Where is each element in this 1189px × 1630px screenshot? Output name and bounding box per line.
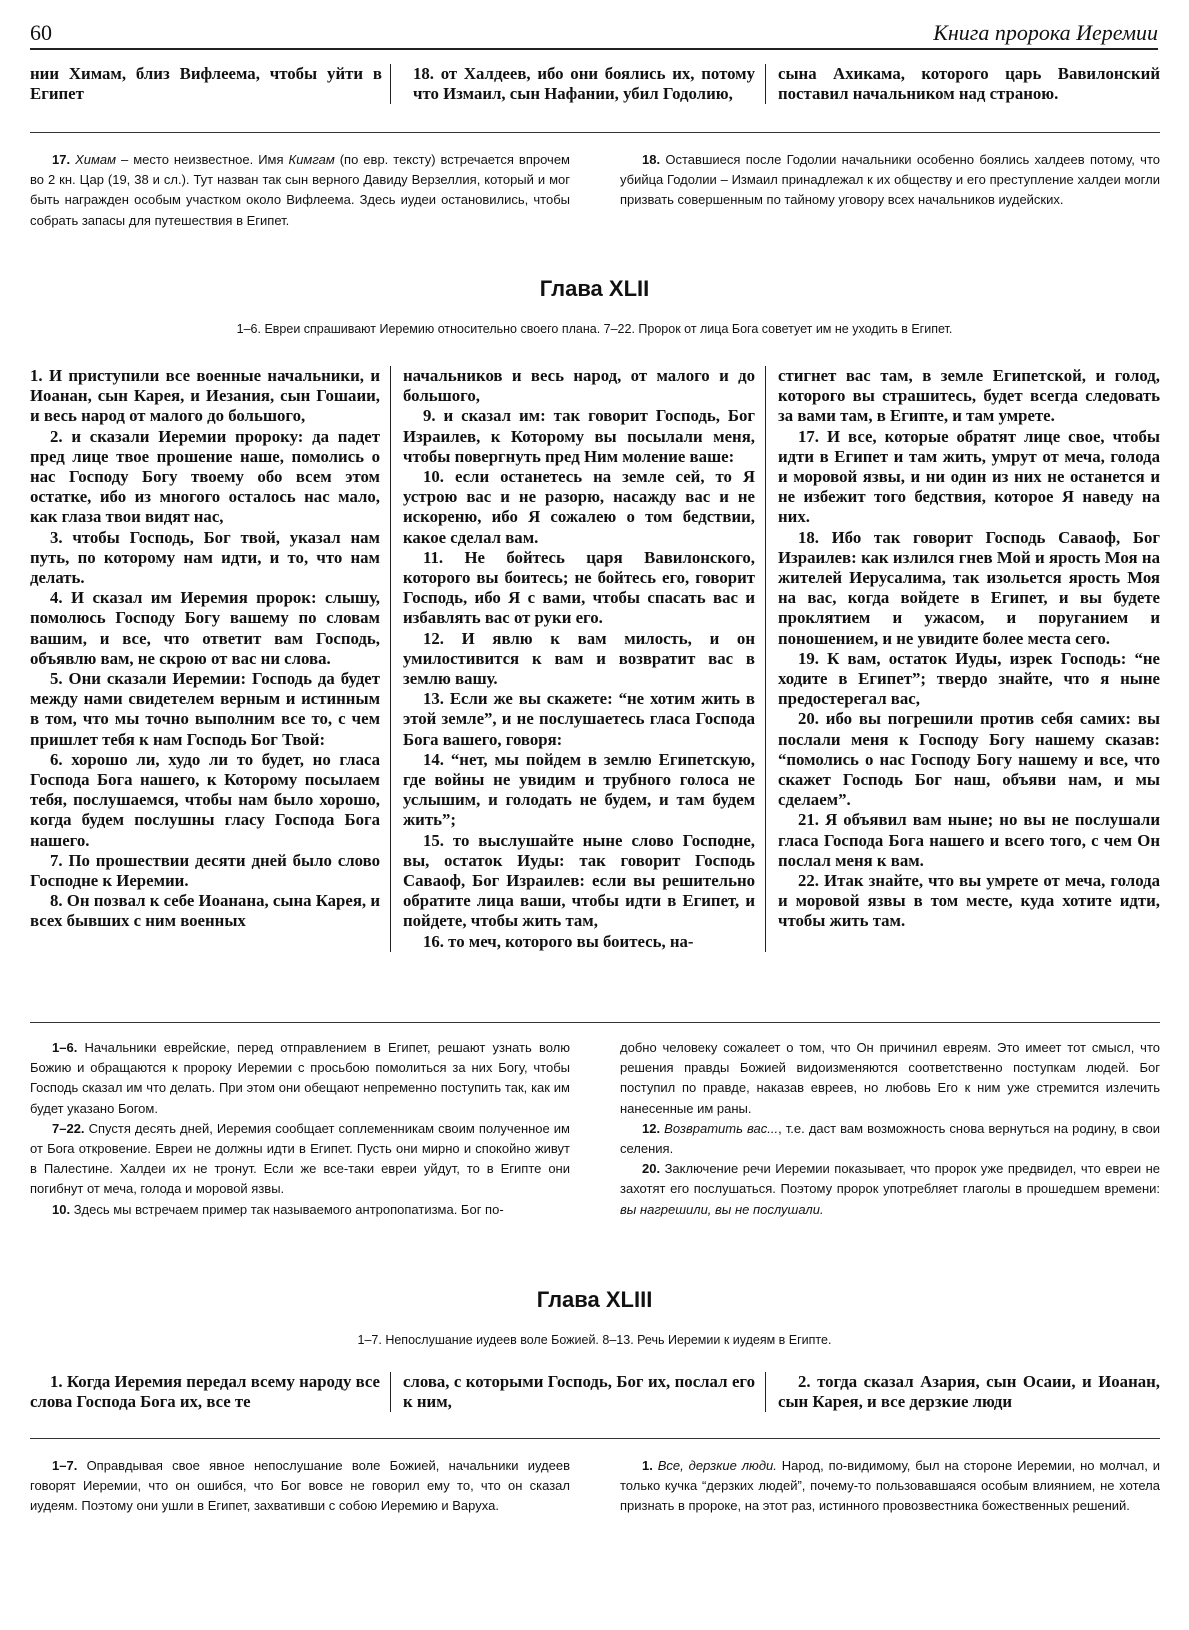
chapter-42-verses [30, 366, 1160, 952]
note-1-6: 1–6. Начальники еврейские, перед отправлением в Египет, решают узнать волю Божию и обращаются к пророку Иеремии с просьбою помолиться за них Богу, чтобы Господь сказал им что делать. При этом они обещают непременно поступить так, как им будет указано Богом. [30, 1040, 570, 1116]
verse: 21. Я объявил вам ныне; но вы не послушали гласа Господа Бога нашего и всего того, с чем Он послал меня к вам. [778, 810, 1160, 870]
note-18: 18. Оставшиеся после Годолии начальники особенно боялись халдеев потому, что убийца Годолии – Измаил принадлежал к их обществу и его преступление халдеи могли призвать совершенным по тайному уговору всех начальников иудейских. [620, 152, 1160, 208]
chapter-42-commentary [30, 1038, 1160, 1220]
verse: 16. то меч, которого вы боитесь, на- [423, 931, 694, 951]
note-12: 12. Возвратить вас..., т.е. даст вам возможность снова вернуться на родину, в свои селения. [620, 1120, 1160, 1157]
verse-continuation: нии Химам, близ Вифлеема, чтобы уйти в Египет [30, 64, 382, 104]
note-17: 17. Химам – место неизвестное. Имя Кимгам (по евр. тексту) встречается впрочем во 2 кн. Цар (19, 38 и сл.). Тут назван так сын верного Давиду Верзеллия, который и мог быть награжден особым участком около Вифлеема. Здесь иудеи остановились, чтобы собрать запасы для путешествия в Египет. [30, 152, 570, 228]
running-title: Книга пророка Иеремии [933, 20, 1158, 45]
verse: 2. тогда сказал Азария, сын Осаии, и Иоанан, сын Карея, и все дерзкие люди [778, 1372, 1160, 1412]
chapter-summary: 1–6. Евреи спрашивают Иеремию относительно своего плана. 7–22. Пророк от лица Бога советует им не уходить в Египет. [236, 322, 953, 336]
verse: 1. Когда Иеремия передал всему народу все слова Господа Бога их, все те [30, 1372, 380, 1412]
chapter-43-commentary [30, 1456, 1160, 1517]
verse: 22. Итак знайте, что вы умрете от меча, голода и моровой язвы в том месте, куда хотите идти, чтобы жить там. [778, 871, 1160, 931]
verse: начальников и весь народ, от малого и до большого, [403, 366, 755, 406]
chapter-title: Глава XLIII [536, 1287, 653, 1312]
verse: 8. Он позвал к себе Иоанана, сына Карея, и всех бывших с ним военных [30, 891, 380, 931]
verse: 2. и сказали Иеремии пророку: да падет пред лице твое прошение наше, помолись о нас Господу Богу твоему обо всем этом остатке, ибо из многого осталось нас мало, как глаза твои видят нас, [30, 426, 380, 527]
chapter-43-verses [30, 1372, 1160, 1412]
verse: 1. И приступили все военные начальники, и Иоанан, сын Карея, и Иезания, сын Гошаии, и весь народ от малого до большого, [30, 366, 380, 426]
divider [30, 1438, 1160, 1439]
note-10: 10. Здесь мы встречаем пример так называемого антропопатизма. Бог по- [52, 1201, 504, 1217]
note-20: 20. Заключение речи Иеремии показывает, что пророк уже предвидел, что евреи не захотят его послушаться. Поэтому пророк употребляет глаголы в прошедшем времени: вы нагрешили, вы не послушали. [620, 1161, 1160, 1217]
verse: 18. Ибо так говорит Господь Саваоф, Бог Израилев: как излился гнев Мой и ярость Моя на жителей Иерусалима, так изольется ярость Моя на вас, когда войдете в Египет, и вы будете проклятием и ужасом, и поруганием и поношением, и не увидите более места сего. [778, 527, 1160, 648]
note-7-22: 7–22. Спустя десять дней, Иеремия сообщает соплеменникам своим полученное им от Бога откровение. Евреи не должны идти в Египет. Пусть они мирно и спокойно живут в Палестине. Халдеи их не тронут. Если же все-таки евреи уйдут, то в Египте они погибнут от меча, голода и моровой язвы. [30, 1120, 570, 1197]
verse: стигнет вас там, в земле Египетской, и голод, которого вы страшитесь, будет всегда следовать за вами там, в Египте, и там умрете. [778, 366, 1160, 426]
verse-18: 18. от Халдеев, ибо они боялись их, потому что Измаил, сын Нафании, убил Годолию, [413, 64, 755, 104]
verse: 13. Если же вы скажете: “не хотим жить в этой земле”, и не послушаетесь гласа Господа Бога вашего, говоря: [403, 689, 755, 749]
verse: 14. “нет, мы пойдем в землю Египетскую, где войны не увидим и трубного голоса не услышим, и голодать не будем, и там будем жить”; [403, 749, 755, 830]
verse: слова, с которыми Господь, Бог их, послал его к ним, [403, 1372, 755, 1412]
verse: 7. По прошествии десяти дней было слово Господне к Иеремии. [30, 850, 380, 891]
verse: 6. хорошо ли, худо ли то будет, но гласа Господа Бога нашего, к Которому посылаем тебя, послушаемся, чтобы нам было хорошо, когда будем послушны гласу Господа Бога нашего. [30, 749, 380, 850]
top-commentary [30, 150, 1160, 231]
note-10-continued: добно человеку сожалеет о том, что Он причинил евреям. Это имеет тот смысл, что решения правды Божией видоизменяются соответственно поступкам людей. Бог поступил по правде, наказав евреев, но любовь Его к ним уже стремится излечить нанесенные им раны. [620, 1040, 1160, 1116]
page-header [30, 14, 1158, 50]
verse: 17. И все, которые обратят лице свое, чтобы идти в Египет и там жить, умрут от меча, голода и моровой язвы, и ни один из них не останется и не избежит того бедствия, которое Я наведу на них. [778, 426, 1160, 527]
chapter-summary: 1–7. Непослушание иудеев воле Божией. 8–13. Речь Иеремии к иудеям в Египте. [357, 1333, 832, 1347]
divider [30, 132, 1160, 133]
note-1-7: 1–7. Оправдывая свое явное непослушание воле Божией, начальники иудеев говорят Иеремии, что он ошибся, что Бог вовсе не говорил ему то, что он сказал иудеям. Поэтому они ушли в Египет, захвативши с собою Иеремию и Варуха. [30, 1458, 570, 1514]
note-1: 1. Все, дерзкие люди. Народ, по-видимому, был на стороне Иеремии, но молчал, и только кучка “дерзких людей”, почему-то пользовавшаяся особым влиянием, не хотела признать в пророке, на этот раз, истинного провозвестника божественных решений. [620, 1458, 1160, 1514]
verse: 11. Не бойтесь царя Вавилонского, которого вы боитесь; не бойтесь его, говорит Господь, ибо Я с вами, чтобы спасать вас и избавлять вас от руки его. [403, 547, 755, 628]
verse: 9. и сказал им: так говорит Господь, Бог Израилев, к Которому вы посылали меня, чтобы повергнуть пред Ним моление ваше: [403, 406, 755, 466]
verse: 12. И явлю к вам милость, и он умилостивится к вам и возвратит вас в землю вашу. [403, 628, 755, 689]
verse-18-continued: сына Ахикама, которого царь Вавилонский поставил начальником над страною. [778, 64, 1160, 104]
verse: 15. то выслушайте ныне слово Господне, вы, остаток Иуды: так говорит Господь Саваоф, Бог Израилев: если вы решительно обратите лица ваши, чтобы идти в Египет, и пойдете, чтобы жить там, [403, 830, 755, 931]
verse: 3. чтобы Господь, Бог твой, указал нам путь, по которому нам идти, и то, что нам делать. [30, 527, 380, 588]
verse: 4. И сказал им Иеремия пророк: слышу, помолюсь Господу Богу вашему по словам вашим, и все, что ответит вам Господь, объявлю вам, не скрою от вас ни слова. [30, 588, 380, 668]
verse: 20. ибо вы погрешили против себя самих: вы послали меня к Господу Богу нашему сказав: “помолись о нас Господу Богу нашему и все, что скажет Господь Бог наш, объяви нам, и мы сделаем”. [778, 709, 1160, 810]
chapter-title: Глава XLII [539, 276, 650, 301]
verse: 10. если останетесь на земле сей, то Я устрою вас и не разорю, насажду вас и не искореню, ибо Я сожалею о том бедствии, какое сделал вам. [403, 467, 755, 547]
page-number: 60 [30, 20, 52, 45]
verse: 5. Они сказали Иеремии: Господь да будет между нами свидетелем верным и истинным в том, что мы точно выполним все то, с чем пришлет тебя к нам Господь Бог Твой: [30, 669, 380, 749]
top-verses [30, 64, 1160, 104]
verse: 19. К вам, остаток Иуды, изрек Господь: “не ходите в Египет”; твердо знайте, что я ныне предостерегал вас, [778, 648, 1160, 709]
divider [30, 1022, 1160, 1023]
